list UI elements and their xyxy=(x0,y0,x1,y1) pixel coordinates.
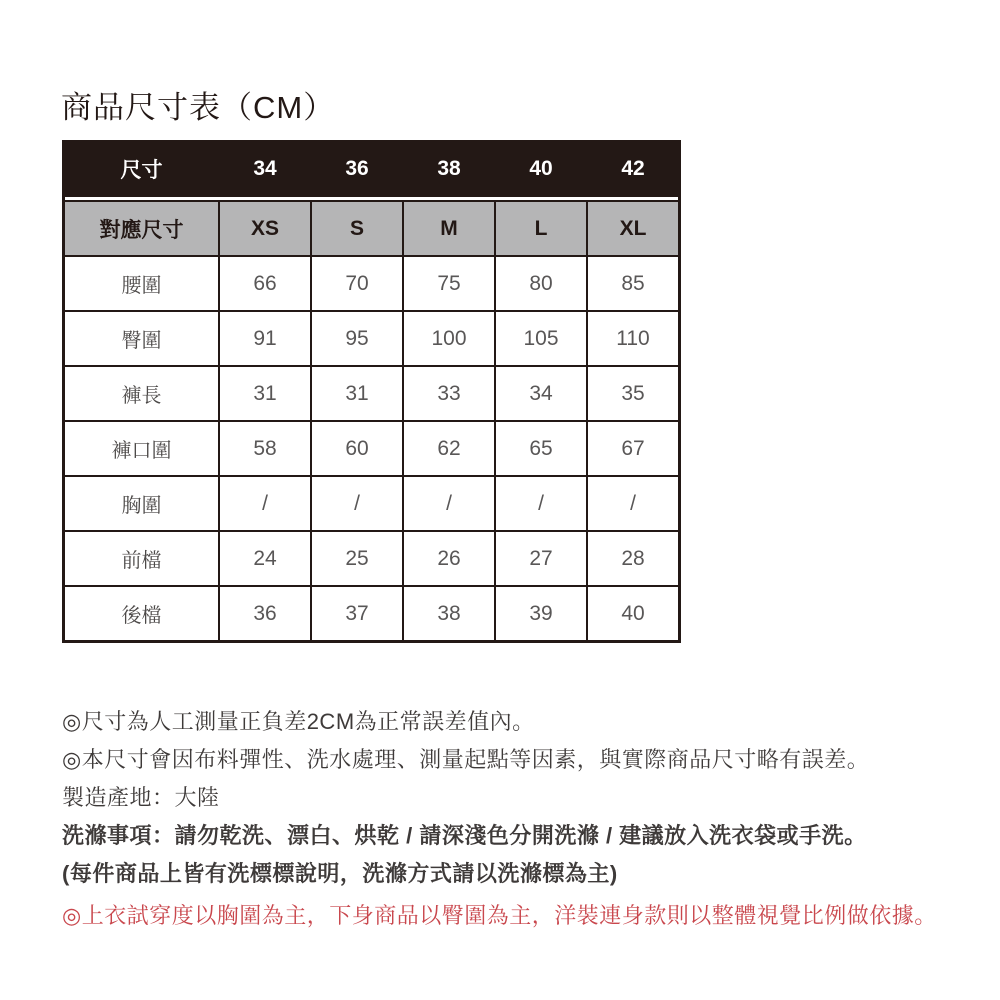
note-fit-guide: ◎上衣試穿度以胸圍為主，下身商品以臀圍為主，洋裝連身款則以整體視覺比例做依據。 xyxy=(62,903,937,928)
table-header-cell: 尺寸 xyxy=(65,143,218,195)
table-cell: 40 xyxy=(588,587,678,640)
table-row-label: 胸圍 xyxy=(65,477,218,530)
table-cell: 100 xyxy=(404,312,494,365)
table-cell: / xyxy=(312,477,402,530)
page-title: 商品尺寸表（CM） xyxy=(61,90,336,125)
table-cell: / xyxy=(404,477,494,530)
table-cell: 95 xyxy=(312,312,402,365)
table-header-cell: 42 xyxy=(588,143,678,195)
note-measure-tolerance: ◎尺寸為人工測量正負差2CM為正常誤差值內。 xyxy=(62,709,535,734)
table-cell: 70 xyxy=(312,257,402,310)
table-cell: 35 xyxy=(588,367,678,420)
table-subheader-cell: XL xyxy=(588,202,678,255)
table-cell: / xyxy=(220,477,310,530)
table-row-label: 褲長 xyxy=(65,367,218,420)
table-cell: 27 xyxy=(496,532,586,585)
table-cell: 66 xyxy=(220,257,310,310)
table-row-label: 腰圍 xyxy=(65,257,218,310)
size-table xyxy=(62,140,681,643)
table-subheader-cell: L xyxy=(496,202,586,255)
table-cell: 28 xyxy=(588,532,678,585)
table-row-label: 前檔 xyxy=(65,532,218,585)
table-cell: 34 xyxy=(496,367,586,420)
table-cell: 62 xyxy=(404,422,494,475)
table-row-label: 臀圍 xyxy=(65,312,218,365)
notes-section xyxy=(62,703,937,935)
table-cell: 80 xyxy=(496,257,586,310)
table-cell: 110 xyxy=(588,312,678,365)
table-cell: / xyxy=(588,477,678,530)
table-cell: 67 xyxy=(588,422,678,475)
table-cell: 24 xyxy=(220,532,310,585)
note-care-label: (每件商品上皆有洗標標說明，洗滌方式請以洗滌標為主) xyxy=(62,861,618,886)
table-cell: 33 xyxy=(404,367,494,420)
table-subheader-cell: M xyxy=(404,202,494,255)
table-cell: 26 xyxy=(404,532,494,585)
table-subheader-cell: 對應尺寸 xyxy=(65,202,218,255)
table-subheader-cell: XS xyxy=(220,202,310,255)
table-header-cell: 36 xyxy=(312,143,402,195)
table-cell: 37 xyxy=(312,587,402,640)
table-header-cell: 40 xyxy=(496,143,586,195)
table-cell: 91 xyxy=(220,312,310,365)
table-row-label: 後檔 xyxy=(65,587,218,640)
table-cell: / xyxy=(496,477,586,530)
table-header-cell: 34 xyxy=(220,143,310,195)
table-cell: 58 xyxy=(220,422,310,475)
note-fabric-variance: ◎本尺寸會因布料彈性、洗水處理、測量起點等因素，與實際商品尺寸略有誤差。 xyxy=(62,747,870,772)
table-cell: 65 xyxy=(496,422,586,475)
table-subheader-cell: S xyxy=(312,202,402,255)
table-cell: 39 xyxy=(496,587,586,640)
table-cell: 36 xyxy=(220,587,310,640)
header-divider xyxy=(65,197,678,200)
table-cell: 60 xyxy=(312,422,402,475)
table-row-label: 褲口圍 xyxy=(65,422,218,475)
table-cell: 85 xyxy=(588,257,678,310)
table-cell: 75 xyxy=(404,257,494,310)
table-header-cell: 38 xyxy=(404,143,494,195)
note-washing: 洗滌事項：請勿乾洗、漂白、烘乾 / 請深淺色分開洗滌 / 建議放入洗衣袋或手洗。 xyxy=(62,823,867,848)
table-cell: 25 xyxy=(312,532,402,585)
table-cell: 31 xyxy=(220,367,310,420)
note-origin: 製造產地：大陸 xyxy=(62,785,220,810)
table-cell: 31 xyxy=(312,367,402,420)
table-cell: 105 xyxy=(496,312,586,365)
table-cell: 38 xyxy=(404,587,494,640)
